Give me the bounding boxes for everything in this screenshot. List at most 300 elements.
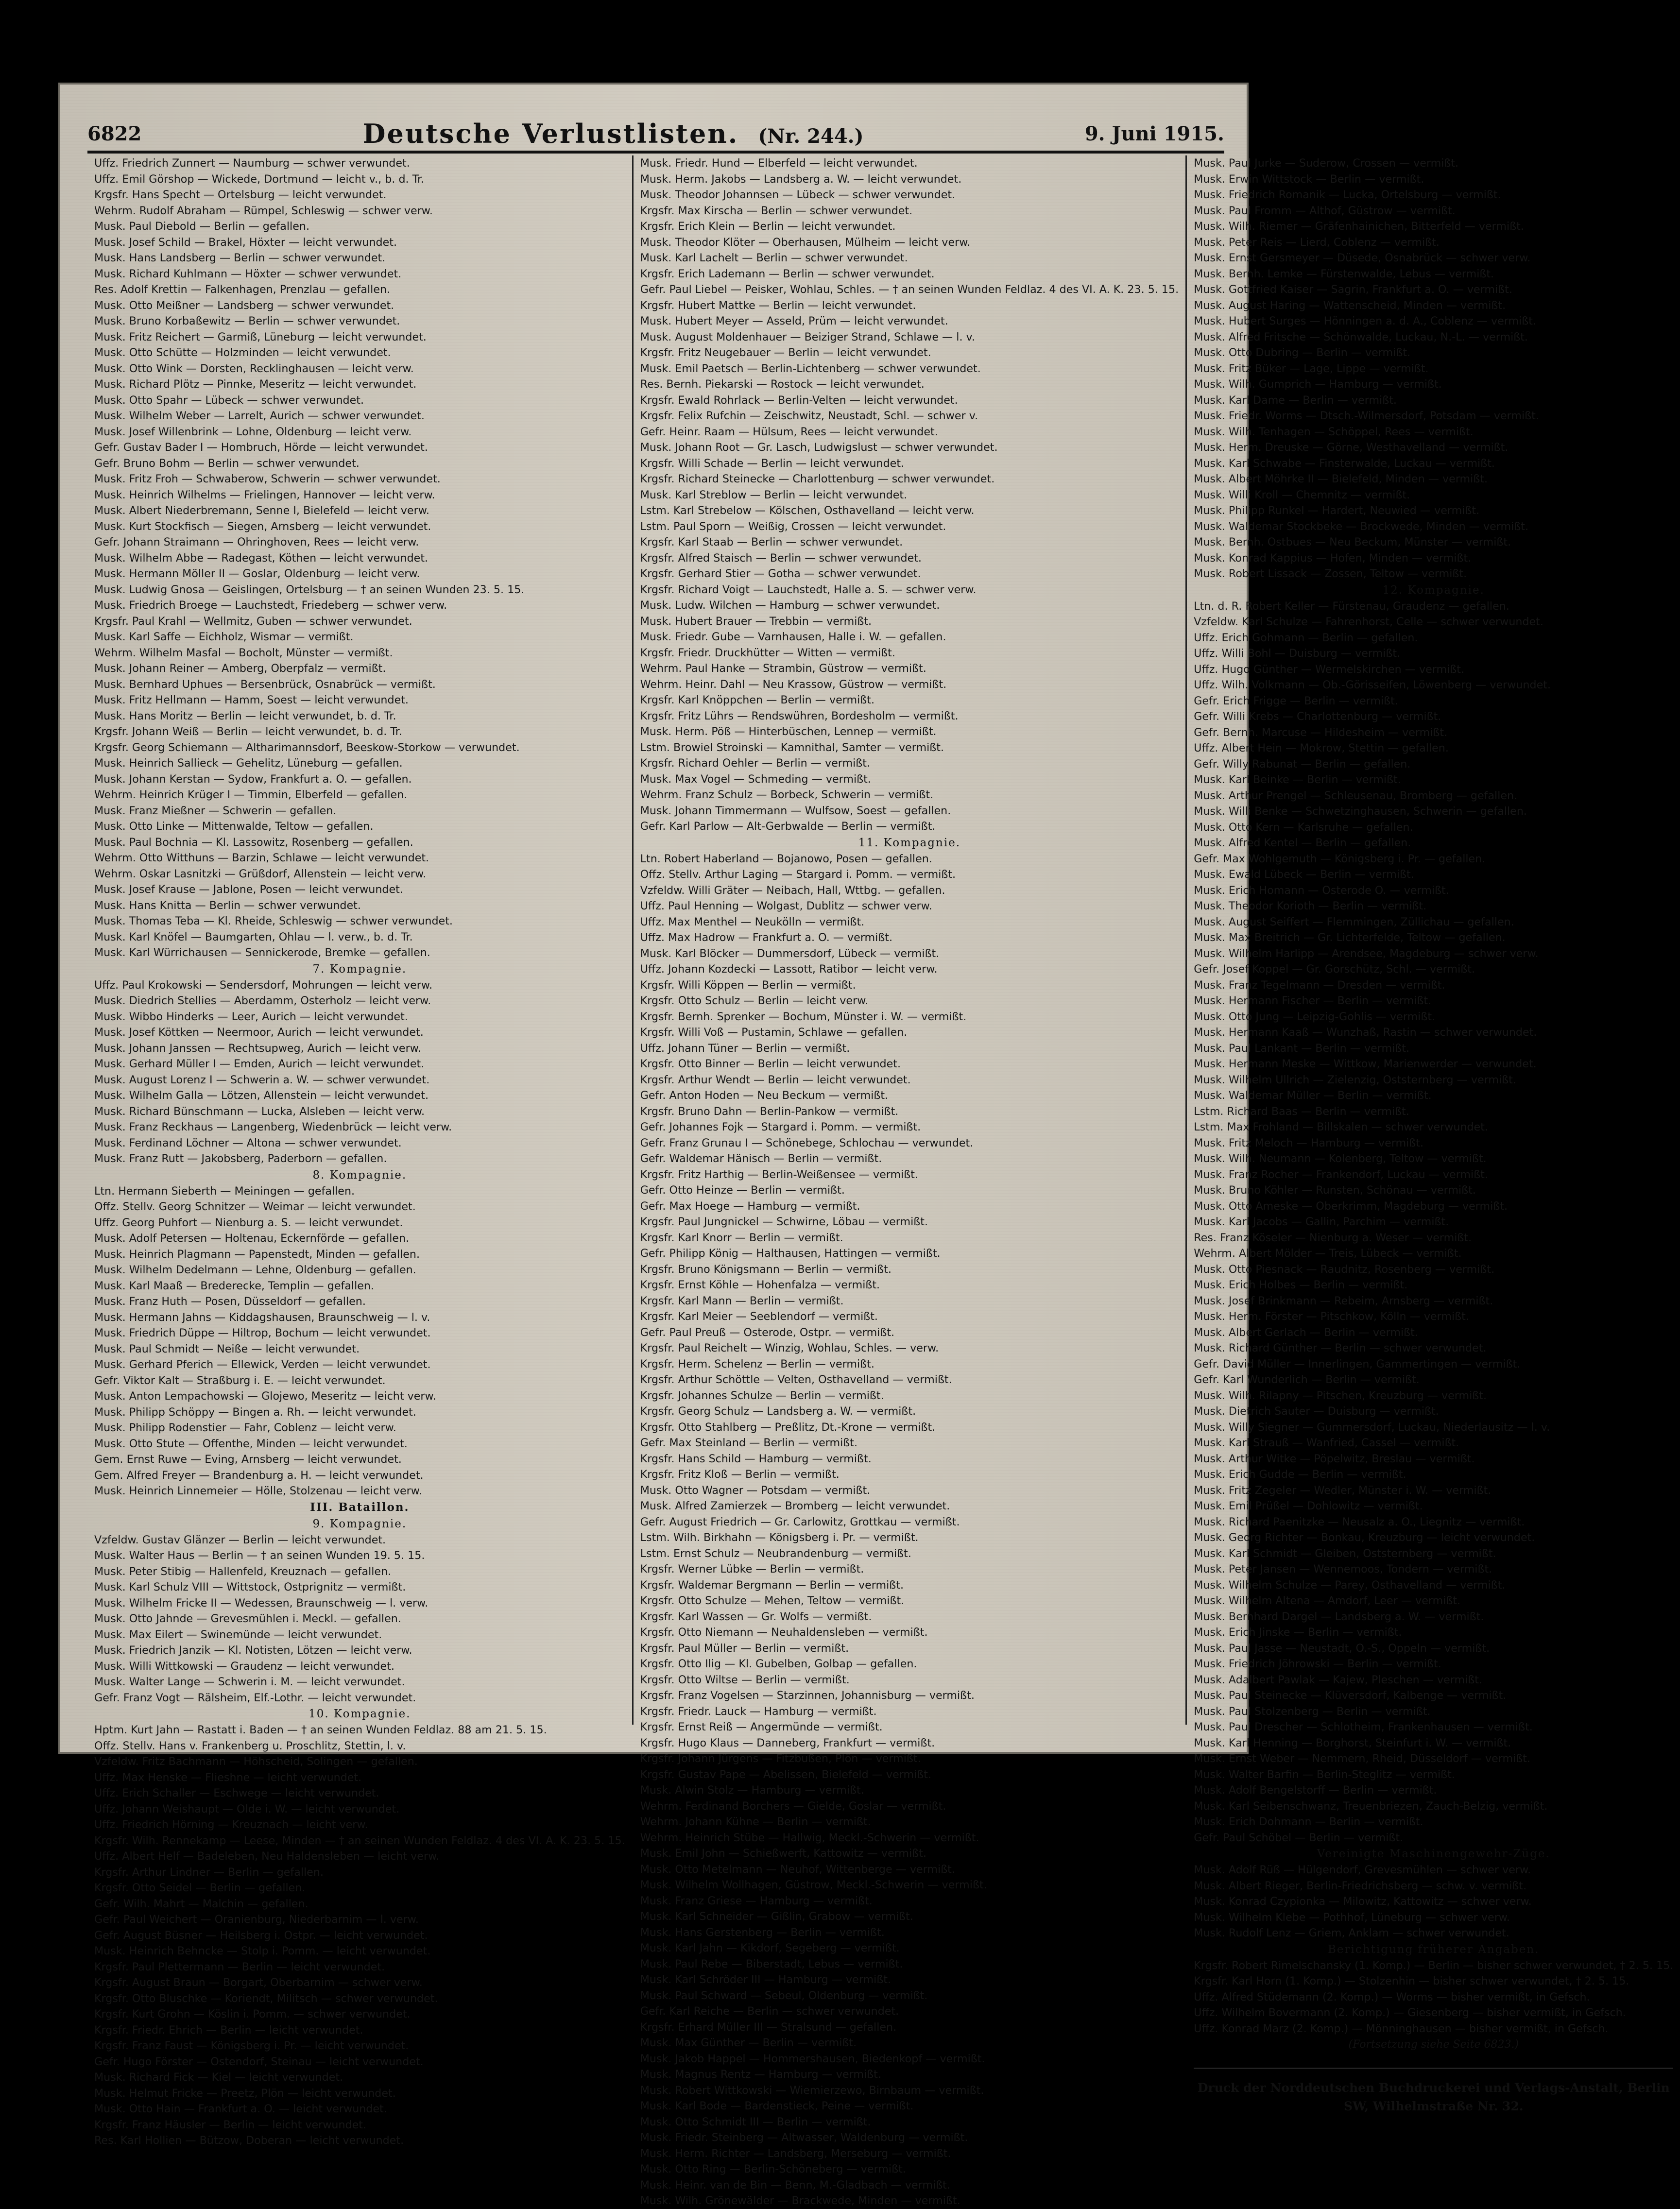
casualty-entry: Musk. Emil Prüßel — Dohlowitz — vermißt.	[1194, 1500, 1423, 1512]
casualty-entry: Musk. Friedrich Jöhrowski — Berlin — vermißt.	[1194, 1658, 1441, 1670]
casualty-entry: Musk. Paul Fromm — Althof, Güstrow — vermißt.	[1194, 204, 1456, 217]
section-heading: Vereinigte Maschinengewehr-Züge.	[1317, 1848, 1550, 1860]
casualty-entry: Uffz. Albert Hein — Mokrow, Stettin — gefallen.	[1194, 742, 1449, 754]
casualty-entry: Musk. Hermann Möller II — Goslar, Oldenburg — leicht verw.	[94, 567, 420, 580]
casualty-entry: Musk. Paul Bochnia — Kl. Lassowitz, Rosenberg — gefallen.	[94, 836, 413, 849]
casualty-entry: Musk. Willi Kroll — Chemnitz — vermißt.	[1194, 488, 1410, 501]
casualty-entry: Musk. Wilhelm Wollhagen, Güstrow, Meckl.-Schwerin — vermißt.	[640, 1879, 987, 1891]
casualty-entry: Krgsfr. Paul Reichelt — Winzig, Wohlau, Schles. — verw.	[640, 1342, 939, 1354]
casualty-entry: Musk. Bruno Korbaßewitz — Berlin — schwer verwundet.	[94, 315, 400, 327]
casualty-entry: Gefr. Gustav Bader I — Hombruch, Hörde — leicht verwundet.	[94, 441, 428, 454]
casualty-entry: Musk. Otto Jung — Leipzig-Gohlis — vermißt.	[1194, 1010, 1436, 1023]
casualty-entry: Gefr. Paul Preuß — Osterode, Ostpr. — vermißt.	[640, 1326, 895, 1339]
casualty-entry: Musk. Otto Kern — Karlsruhe — gefallen.	[1194, 821, 1413, 834]
entry-list	[640, 155, 1179, 835]
entry-list	[94, 1722, 625, 2149]
casualty-entry: Musk. Willy Siegner — Gummersdorf, Luckau, Niederlausitz — l. v.	[1194, 1421, 1550, 1434]
casualty-entry: Gefr. Paul Liebel — Peisker, Wohlau, Schles. — † an seinen Wunden Feldlaz. 4 des VI. A. K. 23. 5. 15.	[640, 283, 1179, 296]
casualty-entry: Krgsfr. Otto Wiltse — Berlin — vermißt.	[640, 1673, 850, 1686]
casualty-entry: Musk. Wilh. Grönewälder — Brackwede, Minden — vermißt.	[640, 2194, 960, 2207]
casualty-entry: Res. Karl Hollien — Bützow, Doberan — leicht verwundet.	[94, 2134, 404, 2147]
casualty-entry: Musk. Paul Lankant — Berlin — vermißt.	[1194, 1042, 1410, 1055]
casualty-entry: Krgsfr. Arthur Lindner — Berlin — gefallen.	[94, 1866, 324, 1879]
casualty-entry: Lstm. Richard Baas — Berlin — vermißt.	[1194, 1105, 1409, 1118]
casualty-entry: Musk. August Seiffert — Flemmingen, Züllichau — gefallen.	[1194, 915, 1514, 928]
casualty-entry: Musk. Fritz Meloch — Hamburg — vermißt.	[1194, 1136, 1424, 1149]
casualty-entry: Krgsfr. Karl Meier — Seeblendorf — vermißt.	[640, 1310, 878, 1323]
casualty-entry: Krgsfr. Karl Staab — Berlin — schwer verwundet.	[640, 536, 903, 548]
casualty-entry: Vzfeldw. Willi Gräter — Neibach, Hall, Wttbg. — gefallen.	[640, 884, 945, 897]
casualty-entry: Gefr. Bernh. Marcuse — Hildesheim — vermißt.	[1194, 726, 1448, 739]
page-date: 9. Juni 1915.	[1084, 122, 1224, 145]
column-2	[632, 155, 1186, 2207]
casualty-entry: Musk. Gerhard Müller I — Emden, Aurich — leicht verwundet.	[94, 1058, 425, 1070]
casualty-entry: Musk. Magnus Rentz — Hamburg — vermißt.	[640, 2068, 881, 2081]
casualty-entry: Musk. Herm. Pöß — Hinterbüschen, Lennep — vermißt.	[640, 725, 937, 738]
casualty-entry: Musk. Karl Saffe — Eichholz, Wismar — vermißt.	[94, 631, 354, 643]
casualty-entry: Musk. Richard Kuhlmann — Höxter — schwer verwundet.	[94, 267, 402, 280]
casualty-entry: Musk. Kurt Stockfisch — Siegen, Arnsberg — leicht verwundet.	[94, 520, 431, 533]
header-center	[363, 118, 864, 149]
casualty-entry: Gefr. Philipp König — Halthausen, Hattingen — vermißt.	[640, 1247, 941, 1260]
casualty-entry: Wehrm. Paul Hanke — Strambin, Güstrow — vermißt.	[640, 662, 926, 675]
entry-list	[94, 1532, 625, 1706]
casualty-entry: Hptm. Kurt Jahn — Rastatt i. Baden — † an seinen Wunden Feldlaz. 88 am 21. 5. 15.	[94, 1724, 547, 1736]
casualty-entry: Musk. Karl Lachelt — Berlin — schwer verwundet.	[640, 252, 908, 264]
casualty-entry: Krgsfr. Erich Klein — Berlin — leicht verwundet.	[640, 220, 896, 233]
casualty-entry: Vzfeldw. Gustav Glänzer — Berlin — leicht verwundet.	[94, 1533, 386, 1546]
casualty-entry: Res. Franz Köseler — Nienburg a. Weser — vermißt.	[1194, 1231, 1472, 1244]
casualty-entry: Musk. Karl Jacobs — Gallin, Parchim — vermißt.	[1194, 1216, 1449, 1228]
casualty-entry: Krgsfr. Hans Specht — Ortelsburg — leicht verwundet.	[94, 188, 387, 201]
casualty-entry: Uffz. Paul Krokowski — Sendersdorf, Mohrungen — leicht verw.	[94, 978, 433, 992]
casualty-entry: Musk. Robert Lissack — Zossen, Teltow — vermißt.	[1194, 567, 1467, 580]
casualty-entry: Musk. Wilhelm Ullrich — Zielenzig, Oststernberg — vermißt.	[1194, 1073, 1516, 1086]
casualty-entry: Krgsfr. Kurt Grohn — Köslin i. Pomm. — schwer verwundet.	[94, 2008, 411, 2021]
casualty-entry: Musk. Heinr. van de Bin — Benn, M.-Gladbach — vermißt.	[640, 2178, 950, 2192]
casualty-entry: Krgsfr. Willi Köppen — Berlin — vermißt.	[640, 978, 856, 992]
casualty-entry: Krgsfr. Max Kirscha — Berlin — schwer verwundet.	[640, 204, 913, 217]
casualty-entry: Musk. Max Eilert — Swinemünde — leicht verwundet.	[94, 1628, 382, 1641]
casualty-entry: Uffz. Johann Kozdecki — Lassott, Ratibor — leicht verw.	[640, 963, 938, 976]
casualty-entry: Krgsfr. Robert Rimelschansky (1. Komp.) — Berlin — bisher schwer verwundet, † 2. 5. 15.	[1194, 1959, 1674, 1972]
casualty-entry: Musk. Karl Streblow — Berlin — leicht verwundet.	[640, 488, 908, 501]
casualty-entry: Krgsfr. Richard Steinecke — Charlottenburg — schwer verwundet.	[640, 473, 995, 485]
page-number: 6822	[87, 122, 142, 145]
casualty-entry: Musk. Hans Moritz — Berlin — leicht verwundet, b. d. Tr.	[94, 709, 396, 722]
casualty-entry: Musk. Otto Ring — Berlin-Schöneberg — vermißt.	[640, 2163, 906, 2175]
casualty-entry: Musk. Waldemar Stockbeke — Brockwede, Minden — vermißt.	[1194, 520, 1529, 533]
casualty-entry: Musk. Fritz Zegeler — Wedler, Münster i. W. — vermißt.	[1194, 1484, 1491, 1497]
casualty-entry: Musk. Gerhard Pferich — Ellewick, Verden — leicht verwundet.	[94, 1358, 431, 1371]
casualty-entry: Uffz. Johann Weishaupt — Olde i. W. — leicht verwundet.	[94, 1802, 400, 1815]
casualty-entry: Musk. Otto Linke — Mittenwalde, Teltow — gefallen.	[94, 820, 374, 833]
casualty-entry: Krgsfr. Paul Krahl — Wellmitz, Guben — schwer verwundet.	[94, 615, 412, 628]
casualty-entry: Musk. Friedr. Worms — Dtsch.-Wilmersdorf, Potsdam — vermißt.	[1194, 410, 1539, 422]
casualty-entry: Gefr. Bruno Bohm — Berlin — schwer verwundet.	[94, 457, 360, 470]
casualty-entry: Uffz. Friedrich Hörning — Kreuznach — leicht verw.	[94, 1818, 368, 1831]
casualty-entry: Musk. Hubert Surges — Hönningen a. d. A., Coblenz — vermißt.	[1194, 315, 1537, 327]
casualty-entry: Musk. Wilh. Tenhagen — Schöppel, Rees — vermißt.	[1194, 425, 1474, 438]
casualty-entry: Res. Bernh. Piekarski — Rostock — leicht verwundet.	[640, 378, 925, 391]
casualty-entry: Musk. Richard Paenitzke — Neusalz a. O., Liegnitz — vermißt.	[1194, 1515, 1525, 1528]
continuation-note: (Fortsetzung siehe Seite 6823.)	[1348, 2038, 1519, 2051]
casualty-entry: Krgsfr. Ernst Köhle — Hohenfalza — vermißt.	[640, 1279, 880, 1291]
casualty-entry: Uffz. Max Hadrow — Frankfurt a. O. — vermißt.	[640, 931, 893, 944]
casualty-entry: Krgsfr. Karl Knöppchen — Berlin — vermißt.	[640, 694, 875, 706]
casualty-entry: Uffz. Willi Bohl — Duisburg — vermißt.	[1194, 647, 1401, 660]
casualty-entry: Krgsfr. Bruno Königsmann — Berlin — vermißt.	[640, 1263, 891, 1276]
casualty-entry: Gefr. Max Hoege — Hamburg — vermißt.	[640, 1199, 860, 1213]
casualty-entry: Musk. Ludw. Wilchen — Hamburg — schwer verwundet.	[640, 599, 940, 612]
casualty-entry: Musk. Wilh. Neumann — Kolenberg, Teltow — vermißt.	[1194, 1152, 1487, 1165]
casualty-entry: Musk. Hermann Meske — Wittkow, Marienwerder — verwundet.	[1194, 1058, 1537, 1070]
casualty-entry: Krgsfr. Felix Rufchin — Zeischwitz, Neustadt, Schl. — schwer v.	[640, 410, 978, 422]
casualty-entry: Musk. Heinrich Behncke — Stolp i. Pomm. — leicht verwundet.	[94, 1945, 431, 1957]
casualty-entry: Musk. Wilhelm Abbe — Radegast, Köthen — leicht verwundet.	[94, 551, 429, 565]
casualty-entry: Musk. Karl Jahn — Kikdorf, Segeberg — vermißt.	[640, 1942, 900, 1954]
entry-list	[1194, 599, 1673, 1846]
casualty-entry: Musk. Karl Knöfel — Baumgarten, Ohlau — l. verw., b. d. Tr.	[94, 930, 413, 943]
casualty-entry: Krgsfr. Paul Jungnickel — Schwirne, Löbau — vermißt.	[640, 1216, 928, 1228]
casualty-entry: Gefr. Paul Schöbel — Berlin — vermißt.	[1194, 1831, 1404, 1844]
casualty-entry: Musk. Hermann Fischer — Berlin — vermißt.	[1194, 994, 1432, 1007]
casualty-entry: Musk. Friedrich Düppe — Hiltrop, Bochum — leicht verwundet.	[94, 1327, 431, 1339]
casualty-entry: Wehrm. Franz Schulz — Borbeck, Schwerin — vermißt.	[640, 788, 934, 801]
casualty-entry: Gefr. Erich Frigge — Berlin — vermißt.	[1194, 694, 1398, 707]
casualty-entry: Wehrm. Albert Mölder — Treis, Lübeck — vermißt.	[1194, 1247, 1462, 1260]
casualty-entry: Musk. Herm. Förster — Pitschkow, Kölln — vermißt.	[1194, 1310, 1469, 1323]
casualty-entry: Musk. Alfred Fritsche — Schönwalde, Luckau, N.-L. — vermißt.	[1194, 330, 1528, 343]
casualty-entry: Wehrm. Heinr. Dahl — Neu Krassow, Güstrow — vermißt.	[640, 678, 947, 691]
casualty-entry: Krgsfr. Otto Schulze — Mehen, Teltow — vermißt.	[640, 1594, 905, 1607]
casualty-entry: Musk. Wilhelm Schulze — Parey, Osthavelland — vermißt.	[1194, 1578, 1506, 1592]
casualty-entry: Musk. Waldemar Müller — Berlin — vermißt.	[1194, 1089, 1432, 1102]
casualty-entry: Krgsfr. Paul Müller — Berlin — vermißt.	[640, 1642, 849, 1655]
casualty-entry: Musk. Peter Jansen — Wennemoos, Tondern — vermißt.	[1194, 1563, 1492, 1575]
casualty-entry: Musk. Wilhelm Klebe — Pothhof, Lüneburg — schwer verw.	[1194, 1911, 1510, 1924]
casualty-entry: Krgsfr. Wilh. Rennekamp — Leese, Minden — † an seinen Wunden Feldlaz. 4 des VI. A. K. 23. 5. 15.	[94, 1834, 625, 1847]
casualty-entry: Krgsfr. Paul Plettermann — Berlin — leicht verwundet.	[94, 1960, 385, 1973]
casualty-entry: Musk. Ludwig Gnosa — Geislingen, Ortelsburg — † an seinen Wunden 23. 5. 15.	[94, 583, 525, 596]
page-header	[87, 117, 1224, 154]
casualty-entry: Musk. Rudolf Lenz — Griem, Anklam — schwer verwundet.	[1194, 1927, 1509, 1939]
casualty-entry: Musk. Erich Gudde — Berlin — vermißt.	[1194, 1468, 1406, 1481]
casualty-entry: Offz. Stellv. Arthur Laging — Stargard i. Pomm. — vermißt.	[640, 868, 956, 881]
casualty-entry: Wehrm. Johann Kühne — Berlin — vermißt.	[640, 1815, 871, 1828]
casualty-entry: Musk. Hermann Kaaß — Wunzhaß, Rastin — schwer verwundet.	[1194, 1026, 1537, 1039]
casualty-entry: Musk. Karl Maaß — Brederecke, Templin — gefallen.	[94, 1279, 375, 1292]
casualty-entry: Musk. Dietrich Sauter — Duisburg — vermißt.	[1194, 1405, 1439, 1418]
casualty-entry: Musk. Arthur Witke — Pöpelwitz, Breslau — vermißt.	[1194, 1452, 1475, 1465]
casualty-entry: Musk. Herm. Jakobs — Landsberg a. W. — leicht verwundet.	[640, 172, 962, 186]
casualty-entry: Krgsfr. Herm. Schelenz — Berlin — vermißt.	[640, 1357, 874, 1370]
casualty-entry: Krgsfr. Werner Lübke — Berlin — vermißt.	[640, 1563, 864, 1575]
casualty-entry: Musk. Herm. Dreuske — Görne, Westhavelland — vermißt.	[1194, 441, 1509, 454]
casualty-entry: Musk. Erich Homann — Osterode O. — vermißt.	[1194, 884, 1449, 897]
casualty-entry: Gefr. Max Steinland — Berlin — vermißt.	[640, 1437, 858, 1449]
casualty-entry: Gefr. August Friedrich — Gr. Carlowitz, Grottkau — vermißt.	[640, 1515, 960, 1528]
casualty-entry: Uffz. Max Menthel — Neukölln — vermißt.	[640, 915, 865, 928]
casualty-entry: Krgsfr. Otto Niemann — Neuhaldensleben — vermißt.	[640, 1626, 928, 1639]
casualty-entry: Krgsfr. Willi Schade — Berlin — leicht verwundet.	[640, 457, 905, 470]
casualty-entry: Krgsfr. Otto Stahlberg — Preßlitz, Dt.-Krone — vermißt.	[640, 1421, 936, 1434]
casualty-entry: Musk. Otto Wink — Dorsten, Recklinghausen — leicht verw.	[94, 362, 414, 375]
casualty-entry: Gefr. Viktor Kalt — Straßburg i. E. — leicht verwundet.	[94, 1374, 386, 1387]
casualty-entry: Musk. Adolf Rüß — Hülgendorf, Grevesmühlen — schwer verw.	[1194, 1864, 1531, 1876]
casualty-entry: Gefr. Willi Krebs — Charlottenburg — vermißt.	[1194, 710, 1441, 723]
casualty-entry: Musk. Herm. Richter — Landsberg, Merseburg — vermißt.	[640, 2147, 951, 2160]
casualty-entry: Wehrm. Oskar Lasnitzki — Grüßdorf, Allenstein — leicht verw.	[94, 867, 427, 880]
casualty-entry: Musk. Gottfried Kaiser — Sagrin, Frankfurt a. O. — vermißt.	[1194, 283, 1512, 296]
casualty-entry: Krgsfr. Johannes Schulze — Berlin — vermißt.	[640, 1389, 884, 1402]
casualty-entry: Musk. Emil John — Schießwerft, Kattowitz — vermißt.	[640, 1847, 926, 1860]
casualty-entry: Musk. Paul Stolzenberg — Berlin — vermißt.	[1194, 1705, 1431, 1718]
casualty-entry: Uffz. Wilh. Volkmann — Ob.-Görisseifen, Löwenberg — verwundet.	[1194, 679, 1551, 691]
casualty-entry: Musk. Fritz Reichert — Garmiß, Lüneburg — leicht verwundet.	[94, 330, 427, 343]
casualty-entry: Gefr. Heinr. Raam — Hülsum, Rees — leicht verwundet.	[640, 425, 938, 438]
casualty-entry: Musk. Josef Schild — Brakel, Höxter — leicht verwundet.	[94, 236, 397, 249]
casualty-entry: Uffz. Johann Tüner — Berlin — vermißt.	[640, 1042, 850, 1055]
casualty-entry: Musk. Franz Rutt — Jakobsberg, Paderborn — gefallen.	[94, 1152, 387, 1165]
casualty-entry: Musk. Franz Mießner — Schwerin — gefallen.	[94, 804, 337, 817]
casualty-entry: Musk. Franz Griese — Hamburg — vermißt.	[640, 1894, 873, 1907]
casualty-entry: Gefr. Hugo Förster — Ostendorf, Steinau — leicht verwundet.	[94, 2055, 424, 2068]
casualty-entry: Musk. Otto Ameske — Oberkrimm, Magdeburg — vermißt.	[1194, 1199, 1508, 1213]
casualty-entry: Musk. Ferdinand Löchner — Altona — schwer verwundet.	[94, 1136, 402, 1149]
casualty-entry: Krgsfr. Otto Ilig — Kl. Gubelben, Golbap — gefallen.	[640, 1658, 917, 1670]
casualty-entry: Musk. Albert Möhrke II — Bielefeld, Minden — vermißt.	[1194, 473, 1488, 485]
casualty-entry: Musk. Otto Schmidt III — Berlin — vermißt.	[640, 2115, 871, 2128]
casualty-entry: Krgsfr. Fritz Harthig — Berlin-Weißensee — vermißt.	[640, 1168, 918, 1181]
casualty-entry: Musk. Johann Kerstan — Sydow, Frankfurt a. O. — gefallen.	[94, 772, 412, 786]
section-heading: 12. Kompagnie.	[1382, 583, 1485, 597]
casualty-entry: Musk. Johann Janssen — Rechtsupweg, Aurich — leicht verw.	[94, 1042, 421, 1055]
column-1	[87, 155, 632, 2147]
casualty-entry: Musk. Bernhard Dargel — Landsberg a. W. — vermißt.	[1194, 1610, 1484, 1623]
casualty-entry: Res. Adolf Krettin — Falkenhagen, Prenzlau — gefallen.	[94, 283, 391, 296]
casualty-entry: Musk. Ernst Gersmeyer — Düsede, Osnabrück — schwer verw.	[1194, 252, 1531, 264]
casualty-entry: Krgsfr. Georg Schulz — Landsberg a. W. — vermißt.	[640, 1405, 916, 1418]
casualty-entry: Krgsfr. Gerhard Stier — Gotha — schwer verwundet.	[640, 567, 921, 580]
casualty-entry: Musk. Albert Rieger, Berlin-Friedrichsberg — schw. v. vermißt.	[1194, 1879, 1527, 1892]
casualty-entry: Musk. Otto Metelmann — Neuhof, Wittenberge — vermißt.	[640, 1863, 955, 1876]
casualty-entry: Musk. Johann Timmermann — Wulfsow, Soest — gefallen.	[640, 804, 951, 817]
casualty-entry: Musk. Johann Reiner — Amberg, Oberpfalz — vermißt.	[94, 662, 386, 675]
casualty-entry: Krgsfr. Otto Bluschke — Koriendt, Militsch — schwer verwundet.	[94, 1992, 438, 2005]
newspaper-page	[58, 83, 1674, 2207]
casualty-entry: Musk. Ewald Lübeck — Berlin — vermißt.	[1194, 868, 1414, 881]
casualty-entry: Musk. Friedr. Gube — Varnhausen, Halle i. W. — gefallen.	[640, 631, 946, 643]
casualty-entry: Musk. Ernst Weber — Nemmern, Rheid, Düsseldorf — vermißt.	[1194, 1752, 1530, 1765]
casualty-entry: Musk. Richard Plötz — Pinnke, Meseritz — leicht verwundet.	[94, 378, 417, 391]
casualty-entry: Musk. Peter Stibig — Hallenfeld, Kreuznach — gefallen.	[94, 1565, 392, 1578]
casualty-entry: Lstm. Wilh. Birkhahn — Königsberg i. Pr. — vermißt.	[640, 1531, 919, 1544]
casualty-entry: Musk. Philipp Runkel — Hardert, Neuwied — vermißt.	[1194, 504, 1480, 517]
casualty-entry: Musk. Diedrich Stellies — Aberdamm, Osterholz — leicht verw.	[94, 994, 431, 1007]
casualty-entry: Musk. Richard Bünschmann — Lucka, Alsleben — leicht verw.	[94, 1105, 425, 1118]
casualty-entry: Musk. Karl Beinke — Berlin — vermißt.	[1194, 773, 1401, 786]
casualty-entry: Krgsfr. Waldemar Bergmann — Berlin — vermißt.	[640, 1578, 904, 1592]
page-title: Deutsche Verlustlisten.	[362, 118, 739, 149]
casualty-entry: Musk. Otto Stute — Offenthe, Minden — leicht verwundet.	[94, 1437, 408, 1450]
entry-list	[94, 977, 625, 1167]
casualty-entry: Musk. Bernhard Uphues — Bersenbrück, Osnabrück — vermißt.	[94, 678, 436, 691]
casualty-entry: Musk. Karl Schneider — Gißlin, Grabow — vermißt.	[640, 1910, 913, 1923]
casualty-entry: Musk. Alfred Zamierzek — Bromberg — leicht verwundet.	[640, 1500, 950, 1512]
casualty-entry: Musk. Paul Diebold — Berlin — gefallen.	[94, 220, 309, 233]
casualty-entry: Krgsfr. Franz Faust — Königsberg i. Pr. — leicht verwundet.	[94, 2039, 409, 2052]
casualty-entry: Musk. Konrad Kappius — Hofen, Minden — vermißt.	[1194, 551, 1472, 565]
casualty-entry: Gefr. Paul Weichert — Oranienburg, Niederbarnim — l. verw.	[94, 1913, 419, 1926]
casualty-entry: Uffz. Wilhelm Bovermann (2. Komp.) — Giesenberg — bisher vermißt, in Gefsch.	[1194, 2006, 1626, 2019]
casualty-entry: Krgsfr. Franz Häusler — Berlin — leicht verwundet.	[94, 2118, 367, 2131]
casualty-entry: Musk. Emil Paetsch — Berlin-Lichtenberg — schwer verwundet.	[640, 362, 981, 375]
casualty-entry: Uffz. Erich Schaller — Eschwege — leicht verwundet.	[94, 1787, 379, 1799]
casualty-entry: Musk. Max Vogel — Schmeding — vermißt.	[640, 772, 871, 786]
casualty-entry: Lstm. Karl Strebelow — Kölschen, Osthavelland — leicht verw.	[640, 504, 975, 517]
casualty-entry: Musk. Wilhelm Dedelmann — Lehne, Oldenburg — gefallen.	[94, 1264, 416, 1276]
casualty-entry: Offz. Stellv. Georg Schnitzer — Weimar — leicht verwundet.	[94, 1200, 416, 1213]
casualty-entry: Musk. Erich Jinske — Berlin — vermißt.	[1194, 1626, 1402, 1639]
casualty-entry: Krgsfr. Fritz Kloß — Berlin — vermißt.	[640, 1468, 840, 1481]
casualty-entry: Musk. Karl Dame — Berlin — vermißt.	[1194, 394, 1397, 407]
casualty-entry: Musk. Wilh. Gumprich — Hamburg — vermißt.	[1194, 378, 1442, 391]
casualty-entry: Musk. Heinrich Plagmann — Papenstedt, Minden — gefallen.	[94, 1248, 420, 1261]
casualty-entry: Musk. Walter Barfin — Berlin-Steglitz — vermißt.	[1194, 1768, 1455, 1781]
casualty-entry: Krgsfr. August Braun — Borgart, Oberbarnim — schwer verw.	[94, 1976, 423, 1989]
casualty-entry: Musk. Heinrich Wilhelms — Frielingen, Hannover — leicht verw.	[94, 488, 435, 501]
casualty-entry: Vzfeldw. Fritz Bachmann — Höhscheid, Solingen — gefallen.	[94, 1755, 418, 1768]
casualty-entry: Krgsfr. Richard Voigt — Lauchstedt, Halle a. S. — schwer verw.	[640, 583, 977, 596]
casualty-entry: Musk. Walter Haus — Berlin — † an seinen Wunden 19. 5. 15.	[94, 1549, 425, 1562]
casualty-entry: Krgsfr. Bruno Dahn — Berlin-Pankow — vermißt.	[640, 1105, 899, 1118]
casualty-entry: Gefr. Johannes Fojk — Stargard i. Pomm. — vermißt.	[640, 1121, 921, 1133]
casualty-entry: Musk. Josef Willenbrink — Lohne, Oldenburg — leicht verw.	[94, 425, 412, 438]
casualty-entry: Musk. Helmut Fricke — Preetz, Plön — leicht verwundet.	[94, 2087, 396, 2100]
casualty-entry: Krgsfr. Bernh. Sprenker — Bochum, Münster i. W. — vermißt.	[640, 1010, 967, 1023]
entry-list	[94, 1183, 625, 1499]
casualty-entry: Musk. Franz Reckhaus — Langenberg, Wiedenbrück — leicht verw.	[94, 1121, 452, 1133]
casualty-entry: Gefr. David Müller — Innerlingen, Gammertingen — vermißt.	[1194, 1357, 1521, 1370]
casualty-entry: Musk. Paul Schward — Sebeul, Oldenburg — vermißt.	[640, 1989, 928, 2002]
battalion-heading: III. Bataillon.	[310, 1500, 410, 1514]
casualty-entry: Musk. Adolf Petersen — Holtenau, Eckernförde — gefallen.	[94, 1232, 410, 1245]
casualty-entry: Musk. Paul Jasse — Neustadt, O.-S., Oppeln — vermißt.	[1194, 1642, 1490, 1655]
casualty-entry: Musk. Alwin Stolz — Hamburg — vermißt.	[640, 1784, 864, 1797]
casualty-entry: Wehrm. Heinrich Stübe — Hallwig, Meckl.-Schwerin — vermißt.	[640, 1831, 979, 1844]
casualty-entry: Musk. Wilh. Riemer — Gräfenhainichen, Bitterfeld — vermißt.	[1194, 220, 1524, 233]
casualty-entry: Krgsfr. Otto Binner — Berlin — leicht verwundet.	[640, 1058, 901, 1070]
casualty-entry: Musk. Karl Strauß — Wanfried, Cassel — vermißt.	[1194, 1437, 1459, 1449]
casualty-entry: Uffz. Emil Görshop — Wickede, Dortmund — leicht v., b. d. Tr.	[94, 172, 425, 186]
casualty-entry: Musk. Otto Hain — Frankfurt a. O. — leicht verwundet.	[94, 2103, 387, 2115]
casualty-entry: Musk. Adalbert Pawlak — Kajew, Pleschen — vermißt.	[1194, 1673, 1483, 1686]
casualty-entry: Uffz. Paul Henning — Wolgast, Dublitz — schwer verw.	[640, 900, 932, 912]
casualty-entry: Krgsfr. Johann Jürgens — Fitzbußen, Plön — vermißt.	[640, 1752, 921, 1765]
casualty-entry: Lstm. Paul Sporn — Weißig, Crossen — leicht verwundet.	[640, 520, 946, 533]
entry-list	[1194, 1958, 1673, 2037]
casualty-entry: Musk. Otto Dubring — Berlin — vermißt.	[1194, 346, 1411, 359]
printer-imprint: Druck der Norddeutschen Buchdruckerei und Verlags-Anstalt, Berlin SW, Wilhelmstraße Nr. 32.	[1194, 2068, 1673, 2116]
casualty-entry: Musk. Georg Richter — Bonkau, Kreuzburg — leicht verwundet.	[1194, 1531, 1535, 1544]
casualty-entry: Krgsfr. Willi Voß — Pustamin, Schlawe — gefallen.	[640, 1026, 908, 1039]
casualty-entry: Krgsfr. Gustav Pape — Abelissen, Bielefeld — vermißt.	[640, 1768, 931, 1781]
casualty-entry: Musk. Philipp Schöppy — Bingen a. Rh. — leicht verwundet.	[94, 1405, 416, 1419]
casualty-entry: Musk. Otto Piesnack — Raudnitz, Rosenberg — vermißt.	[1194, 1263, 1495, 1276]
casualty-entry: Krgsfr. Richard Oehler — Berlin — vermißt.	[640, 757, 871, 770]
section-heading: 8. Kompagnie.	[312, 1168, 407, 1182]
entry-list	[1194, 155, 1673, 582]
casualty-entry: Musk. Wilhelm Galla — Lötzen, Allenstein — leicht verwundet.	[94, 1089, 429, 1102]
casualty-entry: Musk. Anton Lempachowski — Glojewo, Meseritz — leicht verw.	[94, 1390, 436, 1403]
casualty-entry: Musk. Fritz Hellmann — Hamm, Soest — leicht verwundet.	[94, 694, 409, 706]
casualty-entry: Krgsfr. Erich Lademann — Berlin — schwer verwundet.	[640, 267, 935, 280]
casualty-entry: Krgsfr. Otto Schulz — Berlin — leicht verw.	[640, 994, 869, 1007]
casualty-entry: Musk. Heinrich Linnemeier — Hölle, Stolzenau — leicht verw.	[94, 1485, 422, 1497]
casualty-entry: Gefr. August Büsner — Heilsberg i. Ostpr. — leicht verwundet.	[94, 1929, 428, 1942]
casualty-entry: Gefr. Franz Grunau I — Schönebege, Schlochau — verwundet.	[640, 1136, 974, 1149]
casualty-entry: Krgsfr. Hubert Mattke — Berlin — leicht verwundet.	[640, 299, 916, 312]
casualty-entry: Krgsfr. Fritz Neugebauer — Berlin — leicht verwundet.	[640, 346, 931, 359]
casualty-entry: Musk. Franz Rocher — Frankendorf, Luckau — vermißt.	[1194, 1168, 1488, 1181]
casualty-entry: Krgsfr. Friedr. Ehrich — Berlin — leicht verwundet.	[94, 2023, 363, 2037]
casualty-entry: Musk. Theodor Korioth — Berlin — vermißt.	[1194, 900, 1427, 912]
casualty-entry: Musk. August Haring — Wattenscheid, Minden — vermißt.	[1194, 299, 1506, 312]
casualty-entry: Musk. Karl Schwabe — Finsterwalde, Luckau — vermißt.	[1194, 457, 1495, 470]
casualty-entry: Uffz. Alfred Stüdemann (2. Komp.) — Worms — bisher vermißt, in Gefsch.	[1194, 1990, 1590, 2004]
casualty-entry: Krgsfr. Johann Weiß — Berlin — leicht verwundet, b. d. Tr.	[94, 725, 402, 738]
casualty-entry: Krgsfr. Fritz Lührs — Rendswühren, Bordesholm — vermißt.	[640, 709, 959, 722]
casualty-entry: Vzfeldw. Karl Schulze — Fahrenhorst, Celle — schwer verwundet.	[1194, 616, 1543, 628]
casualty-entry: Musk. Otto Meißner — Landsberg — schwer verwundet.	[94, 299, 394, 312]
casualty-entry: Gefr. Otto Heinze — Berlin — vermißt.	[640, 1184, 845, 1197]
casualty-entry: Musk. Walter Lange — Schwerin i. M. — leicht verwundet.	[94, 1676, 405, 1688]
casualty-entry: Wehrm. Rudolf Abraham — Rümpel, Schleswig — schwer verw.	[94, 204, 433, 217]
casualty-entry: Musk. Hermann Jahns — Kiddagshausen, Braunschweig — l. v.	[94, 1311, 430, 1324]
casualty-entry: Musk. Erich Holbes — Berlin — vermißt.	[1194, 1279, 1408, 1291]
casualty-entry: Musk. Friedr. Hund — Elberfeld — leicht verwundet.	[640, 157, 918, 170]
casualty-entry: Musk. Wilhelm Altena — Amdorf, Leer — vermißt.	[1194, 1594, 1461, 1607]
casualty-entry: Musk. Richard Günther — Berlin — schwer verwundet.	[1194, 1342, 1487, 1354]
casualty-entry: Krgsfr. Arthur Schöttle — Velten, Osthavelland — vermißt.	[640, 1373, 952, 1386]
casualty-entry: Musk. Josef Köttken — Neermoor, Aurich — leicht verwundet.	[94, 1026, 424, 1039]
casualty-entry: Musk. Karl Schmidt — Gleiben, Oststernberg — vermißt.	[1194, 1547, 1496, 1560]
casualty-entry: Musk. August Lorenz I — Schwerin a. W. — schwer verwundet.	[94, 1073, 430, 1086]
casualty-entry: Musk. Albert Gerlach — Berlin — vermißt.	[1194, 1326, 1418, 1339]
casualty-entry: Uffz. Erich Gohmann — Berlin — gefallen.	[1194, 631, 1418, 644]
casualty-entry: Gefr. Karl Reiche — Berlin — schwer verwundet.	[640, 2005, 899, 2018]
casualty-entry: Musk. Wilhelm Harlipp — Arendsee, Magdeburg — schwer verw.	[1194, 947, 1539, 960]
casualty-entry: Uffz. Georg Puhfort — Nienburg a. S. — leicht verwundet.	[94, 1216, 403, 1229]
casualty-entry: Musk. Bernh. Ostbues — Neu Beckum, Münster — vermißt.	[1194, 536, 1511, 548]
casualty-entry: Musk. Wilhelm Weber — Larrelt, Aurich — schwer verwundet.	[94, 410, 425, 422]
casualty-entry: Musk. Paul Steinecke — Klüversdorf, Kalbenge — vermißt.	[1194, 1689, 1507, 1702]
casualty-entry: Krgsfr. Otto Seidel — Berlin — gefallen.	[94, 1882, 306, 1894]
casualty-entry: Musk. Erich Dohmann — Berlin — vermißt.	[1194, 1815, 1423, 1828]
casualty-entry: Gefr. Waldemar Hänisch — Berlin — vermißt.	[640, 1152, 882, 1165]
columns	[87, 155, 1674, 2207]
casualty-entry: Musk. Erwin Wittstock — Berlin — vermißt.	[1194, 172, 1424, 186]
casualty-entry: Musk. Heinrich Sallieck — Gehelitz, Lüneburg — gefallen.	[94, 757, 403, 770]
casualty-entry: Krgsfr. Arthur Wendt — Berlin — leicht verwundet.	[640, 1073, 911, 1086]
casualty-entry: Krgsfr. Karl Horn (1. Komp.) — Stolzenhin — bisher schwer verwundet, † 2. 5. 15.	[1194, 1975, 1629, 1987]
casualty-entry: Krgsfr. Hans Schild — Hamburg — vermißt.	[640, 1452, 872, 1465]
casualty-entry: Uffz. Hugo Günther — Wermelskirchen — vermißt.	[1194, 663, 1465, 676]
column-3	[1185, 155, 1680, 2113]
casualty-entry: Gem. Ernst Ruwe — Eving, Arnsberg — leicht verwundet.	[94, 1453, 402, 1466]
section-heading: 10. Kompagnie.	[309, 1708, 411, 1720]
